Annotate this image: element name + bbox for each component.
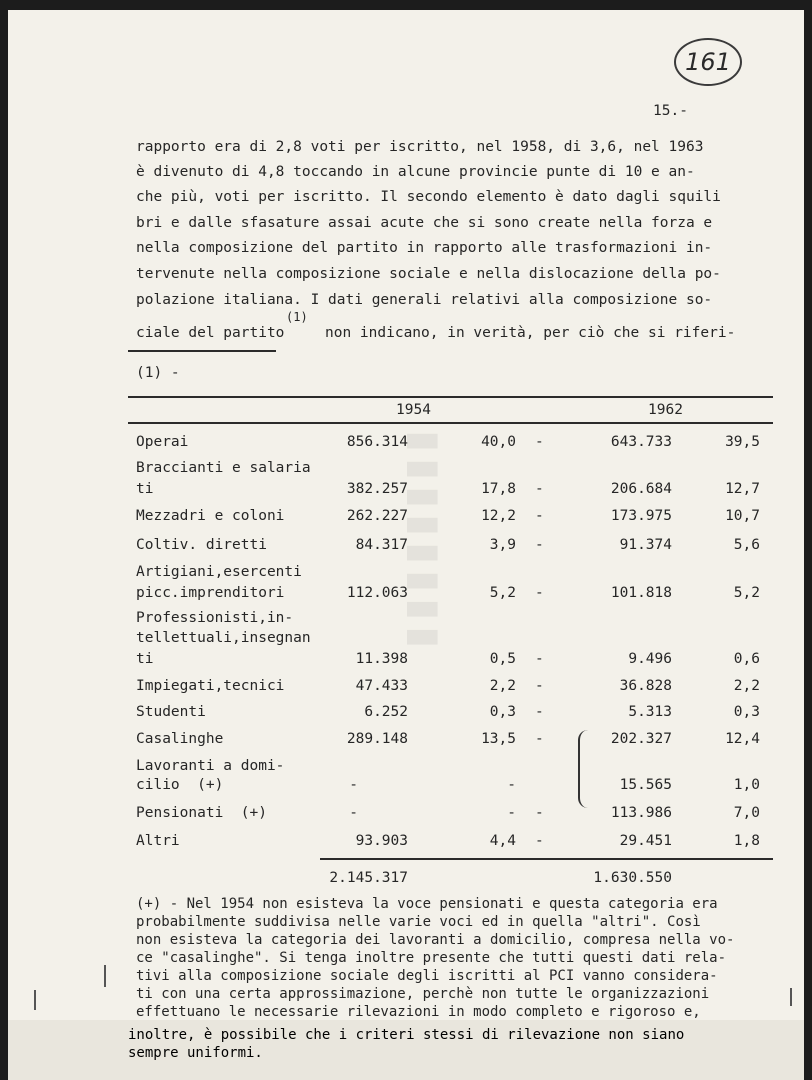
row-label: Mezzadri e coloni bbox=[136, 508, 285, 524]
percent-1954: - bbox=[507, 777, 516, 793]
percent-1962: 7,0 bbox=[733, 805, 760, 821]
note-line: ce "casalinghe". Si tenga inoltre presente che tutti questi dati rela- bbox=[136, 950, 727, 966]
value-1962: 15.565 bbox=[619, 777, 672, 793]
row-dash: - bbox=[535, 731, 544, 747]
row-label: picc.imprenditori bbox=[136, 585, 285, 601]
total-1962: 1.630.550 bbox=[593, 870, 672, 886]
column-header-1954: 1954 bbox=[396, 402, 431, 418]
value-1954: 11.398 bbox=[355, 651, 408, 667]
percent-1962: 0,6 bbox=[733, 651, 760, 667]
row-dash: - bbox=[535, 805, 544, 821]
percent-1962: 0,3 bbox=[733, 704, 760, 720]
row-dash: - bbox=[535, 651, 544, 667]
value-1962: 36.828 bbox=[619, 678, 672, 694]
paragraph-line: nella composizione del partito in rapporto alle trasformazioni in- bbox=[136, 240, 713, 256]
percent-1954: 0,3 bbox=[489, 704, 516, 720]
percent-1954: 4,4 bbox=[489, 833, 516, 849]
row-label: ti bbox=[136, 651, 154, 667]
note-line: tivi alla composizione sociale degli iscritti al PCI vanno considera- bbox=[136, 968, 718, 984]
footnote-rule bbox=[128, 350, 276, 352]
paragraph-line: rapporto era di 2,8 voti per iscritto, nel 1958, di 3,6, nel 1963 bbox=[136, 139, 704, 155]
value-1962: 206.684 bbox=[610, 481, 672, 497]
percent-1962: 2,2 bbox=[733, 678, 760, 694]
paragraph-line: è divenuto di 4,8 toccando in alcune provincie punte di 10 e an- bbox=[136, 164, 695, 180]
value-1954: 84.317 bbox=[355, 537, 408, 553]
note-line: inoltre, è possibile che i criteri stessi di rilevazione non siano bbox=[128, 1027, 685, 1043]
paragraph-line: bri e dalle sfasature assai acute che si sono create nella forza e bbox=[136, 215, 713, 231]
percent-1962: 39,5 bbox=[725, 434, 760, 450]
row-dash: - bbox=[535, 833, 544, 849]
row-label: Lavoranti a domi- bbox=[136, 758, 285, 774]
footnote-label: (1) - bbox=[136, 365, 180, 381]
table-top-rule bbox=[128, 396, 773, 398]
margin-mark bbox=[104, 965, 106, 987]
margin-mark bbox=[34, 990, 36, 1010]
value-1954: 6.252 bbox=[364, 704, 408, 720]
percent-1954: 5,2 bbox=[489, 585, 516, 601]
value-1962: 173.975 bbox=[610, 508, 672, 524]
percent-1962: 10,7 bbox=[725, 508, 760, 524]
row-dash: - bbox=[535, 704, 544, 720]
percent-1954: 17,8 bbox=[481, 481, 516, 497]
row-dash: - bbox=[535, 678, 544, 694]
paragraph-line: tervenute nella composizione sociale e nella dislocazione della po- bbox=[136, 266, 721, 282]
paragraph-line: ciale del partito bbox=[136, 325, 285, 341]
paragraph-line: polazione italiana. I dati generali relativi alla composizione so- bbox=[136, 292, 713, 308]
value-1954: 856.314 bbox=[346, 434, 408, 450]
percent-1954: 2,2 bbox=[489, 678, 516, 694]
note-line: probabilmente suddivisa nelle varie voci ed in quella "altri". Così bbox=[136, 914, 701, 930]
value-1962: 202.327 bbox=[610, 731, 672, 747]
note-line: ti con una certa approssimazione, perchè non tutte le organizzazioni bbox=[136, 986, 710, 1002]
row-label: Braccianti e salaria bbox=[136, 460, 311, 476]
note-line: sempre uniformi. bbox=[128, 1045, 263, 1061]
attached-slip bbox=[8, 1020, 804, 1080]
row-label: cilio (+) bbox=[136, 777, 224, 793]
footnote-marker: (1) bbox=[286, 310, 308, 324]
row-label: Artigiani,esercenti bbox=[136, 564, 302, 580]
row-label: Casalinghe bbox=[136, 731, 224, 747]
value-1954: - bbox=[349, 805, 358, 821]
value-1954: - bbox=[349, 777, 358, 793]
row-dash: - bbox=[535, 508, 544, 524]
row-label: Impiegati,tecnici bbox=[136, 678, 285, 694]
note-line: (+) - Nel 1954 non esisteva la voce pensionati e questa categoria era bbox=[136, 896, 718, 912]
value-1954: 93.903 bbox=[355, 833, 408, 849]
row-dash: - bbox=[535, 434, 544, 450]
percent-1962: 5,6 bbox=[733, 537, 760, 553]
row-label: Operai bbox=[136, 434, 189, 450]
table-header-rule bbox=[128, 422, 773, 424]
column-header-1962: 1962 bbox=[648, 402, 683, 418]
percent-1962: 5,2 bbox=[733, 585, 760, 601]
percent-1954: 12,2 bbox=[481, 508, 516, 524]
circled-page-number: 161 bbox=[674, 38, 742, 86]
percent-1954: - bbox=[507, 805, 516, 821]
percent-1954: 13,5 bbox=[481, 731, 516, 747]
value-1962: 91.374 bbox=[619, 537, 672, 553]
note-line: effettuano le necessarie rilevazioni in modo completo e rigoroso e, bbox=[136, 1004, 701, 1020]
percent-1954: 0,5 bbox=[489, 651, 516, 667]
row-label: ti bbox=[136, 481, 154, 497]
document-page bbox=[8, 10, 804, 1080]
totals-rule bbox=[320, 858, 773, 860]
paragraph-line-continuation: non indicano, in verità, per ciò che si riferi- bbox=[325, 325, 736, 341]
row-dash: - bbox=[535, 585, 544, 601]
total-1954: 2.145.317 bbox=[329, 870, 408, 886]
percent-1962: 1,0 bbox=[733, 777, 760, 793]
grouping-brace bbox=[578, 730, 594, 808]
value-1962: 113.986 bbox=[610, 805, 672, 821]
value-1954: 47.433 bbox=[355, 678, 408, 694]
value-1962: 9.496 bbox=[628, 651, 672, 667]
value-1962: 643.733 bbox=[610, 434, 672, 450]
value-1954: 382.257 bbox=[346, 481, 408, 497]
value-1962: 5.313 bbox=[628, 704, 672, 720]
note-line: non esisteva la categoria dei lavoranti a domicilio, compresa nella vo- bbox=[136, 932, 735, 948]
archive-watermark: ▮▮▮▮▮▮▮▮ bbox=[402, 430, 448, 655]
row-label: Studenti bbox=[136, 704, 206, 720]
row-label: Professionisti,in- bbox=[136, 610, 294, 626]
row-dash: - bbox=[535, 537, 544, 553]
percent-1962: 12,4 bbox=[725, 731, 760, 747]
value-1954: 289.148 bbox=[346, 731, 408, 747]
percent-1954: 40,0 bbox=[481, 434, 516, 450]
row-label: Pensionati (+) bbox=[136, 805, 267, 821]
percent-1954: 3,9 bbox=[489, 537, 516, 553]
percent-1962: 12,7 bbox=[725, 481, 760, 497]
percent-1962: 1,8 bbox=[733, 833, 760, 849]
value-1954: 112.063 bbox=[346, 585, 408, 601]
value-1954: 262.227 bbox=[346, 508, 408, 524]
row-dash: - bbox=[535, 481, 544, 497]
row-label: Coltiv. diretti bbox=[136, 537, 267, 553]
row-label: tellettuali,insegnan bbox=[136, 630, 311, 646]
margin-mark bbox=[790, 988, 792, 1006]
page-number: 15.- bbox=[653, 103, 688, 119]
value-1962: 101.818 bbox=[610, 585, 672, 601]
row-label: Altri bbox=[136, 833, 180, 849]
paragraph-line: che più, voti per iscritto. Il secondo elemento è dato dagli squili bbox=[136, 189, 721, 205]
value-1962: 29.451 bbox=[619, 833, 672, 849]
